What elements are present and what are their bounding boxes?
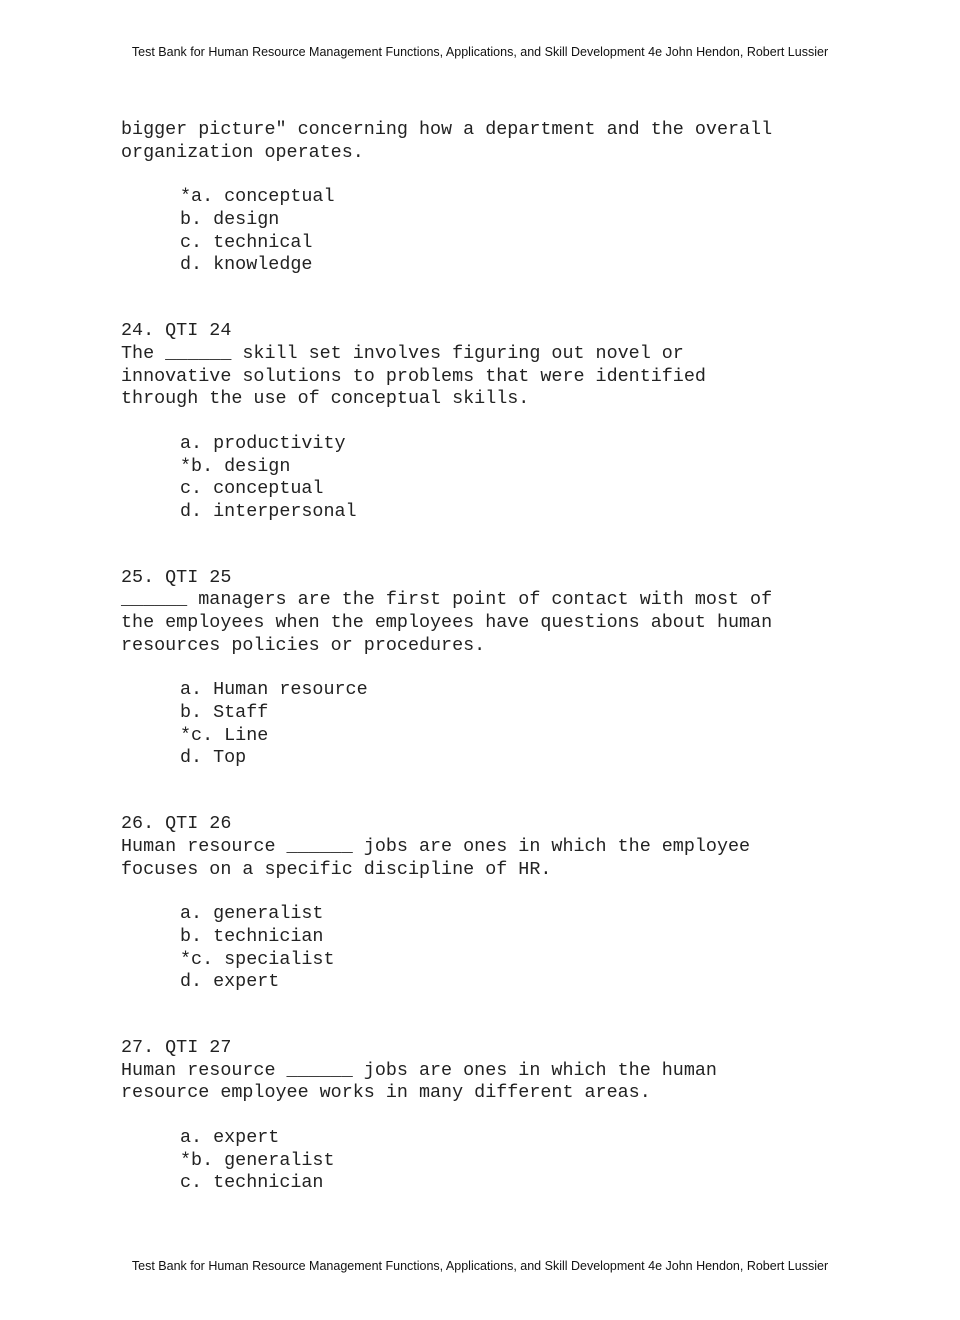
- answer-choice: *b. generalist: [180, 1149, 335, 1171]
- answer-choices: [121, 903, 881, 994]
- question-heading: 27. QTI 27: [121, 1036, 232, 1058]
- question-stem-line: resources policies or procedures.: [121, 634, 486, 656]
- answer-choice: d. interpersonal: [180, 500, 357, 522]
- answer-choices: [121, 433, 881, 524]
- question-24: [121, 320, 881, 524]
- question-heading: 26. QTI 26: [121, 813, 232, 835]
- question-25: [121, 567, 881, 771]
- answer-choice: a. Human resource: [180, 679, 368, 701]
- answer-choices: [121, 679, 881, 770]
- answer-choice: *c. specialist: [180, 948, 335, 970]
- answer-choice: c. technician: [180, 1172, 324, 1194]
- answer-choice: a. expert: [180, 1127, 280, 1148]
- question-stem-line: through the use of conceptual skills.: [121, 388, 530, 410]
- question-stem-line: bigger picture" concerning how a department and the overall: [121, 119, 773, 140]
- question-stem-line: The ______ skill set involves figuring out novel or: [121, 342, 684, 364]
- document-body: [121, 119, 881, 1195]
- question-stem-line: focuses on a specific discipline of HR.: [121, 858, 552, 880]
- answer-choice: a. productivity: [180, 432, 346, 454]
- answer-choice: c. technical: [180, 231, 313, 253]
- question-stem-line: innovative solutions to problems that were identified: [121, 365, 706, 387]
- answer-choice: *b. design: [180, 455, 291, 477]
- answer-choice: b. Staff: [180, 702, 269, 724]
- question-stem-line: organization operates.: [121, 141, 364, 163]
- answer-choice: a. generalist: [180, 903, 324, 925]
- question-stem-line: Human resource ______ jobs are ones in which the human: [121, 1059, 717, 1081]
- question-heading: 25. QTI 25: [121, 566, 232, 588]
- question-stem-line: Human resource ______ jobs are ones in which the employee: [121, 835, 751, 857]
- continued-question: [121, 119, 881, 277]
- question-26: [121, 813, 881, 994]
- answer-choice: b. technician: [180, 925, 324, 947]
- answer-choice: b. design: [180, 209, 280, 231]
- question-stem-line: resource employee works in many different areas.: [121, 1082, 651, 1104]
- answer-choice: d. Top: [180, 747, 247, 769]
- answer-choices: [121, 1127, 881, 1195]
- answer-choice: d. expert: [180, 971, 280, 993]
- question-stem-line: the employees when the employees have questions about human: [121, 612, 773, 633]
- page-footer: Test Bank for Human Resource Management Functions, Applications, and Skill Development 4e John Hendon, Robert Lussier: [131, 1259, 829, 1273]
- answer-choice: c. conceptual: [180, 478, 324, 500]
- question-stem-line: ______ managers are the first point of contact with most of: [121, 589, 773, 611]
- answer-choice: *c. Line: [180, 724, 269, 746]
- question-27: [121, 1037, 881, 1195]
- question-heading: 24. QTI 24: [121, 320, 232, 342]
- answer-choice: *a. conceptual: [180, 186, 335, 208]
- page-header: Test Bank for Human Resource Management Functions, Applications, and Skill Development 4e John Hendon, Robert Lussier: [131, 45, 829, 59]
- answer-choice: d. knowledge: [180, 254, 313, 276]
- answer-choices: [121, 186, 881, 277]
